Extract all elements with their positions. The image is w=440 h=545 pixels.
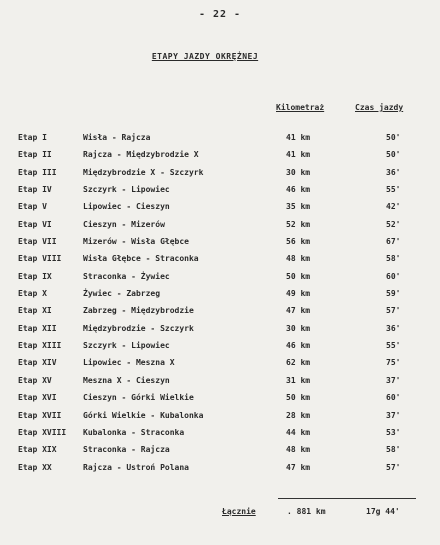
stage-route: Rajcza - Międzybrodzie X (83, 150, 199, 160)
table-row (0, 463, 440, 480)
stage-name: Etap XV (18, 375, 52, 385)
table-row (0, 306, 440, 323)
stage-distance: 62 km (286, 358, 311, 368)
stage-route: Międzybrodzie - Szczyrk (83, 323, 194, 333)
stage-time: 53' (386, 427, 401, 437)
stage-time: 59' (386, 289, 401, 299)
stage-time: 50' (386, 150, 401, 160)
stage-distance: 28 km (286, 410, 311, 420)
table-row (0, 185, 440, 202)
table-row (0, 168, 440, 185)
stage-name: Etap XX (18, 462, 52, 472)
stage-route: Rajcza - Ustroń Polana (83, 462, 189, 472)
stage-distance: 50 km (286, 393, 311, 403)
table-row (0, 202, 440, 219)
table-row (0, 376, 440, 393)
table-row (0, 428, 440, 445)
stage-route: Górki Wielkie - Kubalonka (83, 410, 204, 420)
stage-distance: 35 km (286, 202, 311, 212)
document-title (0, 52, 410, 61)
stage-distance: 52 km (286, 219, 311, 229)
stage-distance: 44 km (286, 427, 311, 437)
stage-time: 37' (386, 410, 401, 420)
stage-name: Etap XVIII (18, 427, 67, 437)
stage-route: Mizerów - Wisła Głębce (83, 237, 189, 247)
stage-name: Etap XII (18, 323, 57, 333)
stage-name: Etap VIII (18, 254, 62, 264)
table-row (0, 393, 440, 410)
stage-distance: 30 km (286, 323, 311, 333)
stage-name: Etap XVII (18, 410, 62, 420)
stage-distance: 47 km (286, 306, 311, 316)
stage-time: 57' (386, 462, 401, 472)
stage-route: Straconka - Rajcza (83, 445, 170, 455)
stage-time: 58' (386, 445, 401, 455)
stage-route: Żywiec - Zabrzeg (83, 289, 161, 299)
stage-distance: 30 km (286, 167, 311, 177)
stage-distance: 48 km (286, 254, 311, 264)
stage-route: Lipowiec - Cieszyn (83, 202, 170, 212)
stage-time: 75' (386, 358, 401, 368)
table-row (0, 289, 440, 306)
stage-time: 36' (386, 323, 401, 333)
total-distance: . 881 km (287, 507, 326, 516)
table-row (0, 272, 440, 289)
table-row (0, 220, 440, 237)
stage-name: Etap IV (18, 185, 52, 195)
stage-name: Etap II (18, 150, 52, 160)
stage-time: 50' (386, 133, 401, 142)
stage-route: Meszna X - Cieszyn (83, 375, 170, 385)
table-row (0, 254, 440, 271)
total-time: 17g 44' (366, 507, 400, 516)
stage-name: Etap XI (18, 306, 52, 316)
stage-route: Szczyrk - Lipowiec (83, 185, 170, 195)
stage-route: Szczyrk - Lipowiec (83, 341, 170, 351)
stage-distance: 48 km (286, 445, 311, 455)
stage-route: Lipowiec - Mesznа X (83, 358, 175, 368)
table-row (0, 133, 440, 150)
stage-route: Międzybrodzie X - Szczyrk (83, 167, 204, 177)
table-row (0, 237, 440, 254)
stage-distance: 56 km (286, 237, 311, 247)
table-row (0, 150, 440, 167)
stage-time: 55' (386, 341, 401, 351)
stage-route: Wisła - Rajcza (83, 133, 151, 142)
stage-time: 52' (386, 219, 401, 229)
stage-time: 60' (386, 393, 401, 403)
table-row (0, 324, 440, 341)
stage-name: Etap V (18, 202, 47, 212)
total-rule (278, 498, 416, 499)
stage-route: Cieszyn - Górki Wielkie (83, 393, 194, 403)
stage-time: 36' (386, 167, 401, 177)
stage-route: Kubalonka - Straconka (83, 427, 185, 437)
table-row (0, 358, 440, 375)
table-row (0, 411, 440, 428)
document-title-text: ETAPY JAZDY OKRĘŻNEJ (151, 52, 259, 61)
stage-route: Straconka - Żywiec (83, 271, 170, 281)
stage-time: 57' (386, 306, 401, 316)
stage-distance: 49 km (286, 289, 311, 299)
stage-name: Etap III (18, 167, 57, 177)
stage-name: Etap XIII (18, 341, 62, 351)
total-label: Łącznie (222, 507, 256, 516)
table-row (0, 445, 440, 462)
stage-route: Wisła Głębce - Straconka (83, 254, 199, 264)
stage-name: Etap IX (18, 271, 52, 281)
stage-time: 42' (386, 202, 401, 212)
stage-time: 60' (386, 271, 401, 281)
page-number: - 22 - (198, 9, 242, 20)
header-distance: Kilometraż (276, 103, 325, 112)
stage-time: 58' (386, 254, 401, 264)
stage-route: Zabrzeg - Międzybrodzie (83, 306, 194, 316)
stage-distance: 46 km (286, 185, 311, 195)
stage-name: Etap VII (18, 237, 57, 247)
stage-distance: 47 km (286, 462, 311, 472)
stage-distance: 41 km (286, 133, 311, 142)
stage-name: Etap X (18, 289, 47, 299)
stage-distance: 41 km (286, 150, 311, 160)
stage-distance: 46 km (286, 341, 311, 351)
stage-time: 67' (386, 237, 401, 247)
table-row (0, 341, 440, 358)
stage-name: Etap I (18, 133, 47, 142)
stage-time: 55' (386, 185, 401, 195)
stage-time: 37' (386, 375, 401, 385)
stage-name: Etap XIX (18, 445, 57, 455)
stage-name: Etap XIV (18, 358, 57, 368)
stage-route: Cieszyn - Mizerów (83, 219, 165, 229)
stage-name: Etap VI (18, 219, 52, 229)
stage-name: Etap XVI (18, 393, 57, 403)
stages-table (0, 133, 440, 480)
header-time: Czas jazdy (355, 103, 404, 112)
stage-distance: 50 km (286, 271, 311, 281)
stage-distance: 31 km (286, 375, 311, 385)
